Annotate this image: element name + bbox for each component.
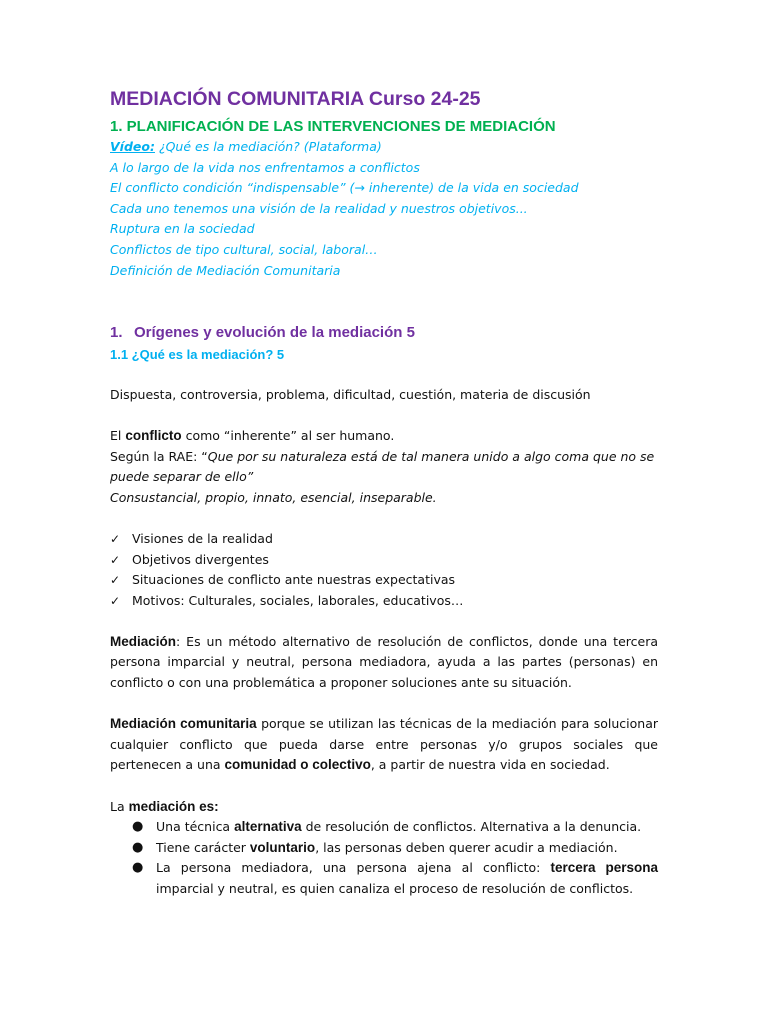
list-item-text — [156, 817, 658, 838]
checkmark-icon: ✓ — [110, 593, 121, 608]
checkmark-icon: ✓ — [110, 573, 121, 588]
text-run: La persona mediadora, una persona ajena al conflicto: — [156, 860, 551, 876]
list-item — [110, 591, 658, 612]
text-run: Tiene carácter — [156, 839, 250, 855]
video-note-line: El conflicto condición “indispensable” (→ inherente) de la vida en sociedad — [110, 180, 579, 196]
list-item — [110, 817, 658, 838]
subheading-que-es-mediacion: 1.1 ¿Qué es la mediación? 5 — [110, 347, 285, 363]
document-body — [110, 86, 658, 900]
text-run: , las personas deben querer acudir a mediación. — [315, 839, 618, 855]
bullet-icon: ● — [132, 819, 144, 835]
list-item-text: Motivos: Culturales, sociales, laborales, educativos… — [132, 592, 464, 608]
video-label: Vídeo: — [110, 139, 155, 154]
video-note-line: Definición de Mediación Comunitaria — [110, 262, 341, 278]
list-item — [110, 858, 658, 899]
bold-term: Mediación — [110, 633, 177, 649]
text-run: Una técnica — [156, 819, 235, 835]
list-item — [110, 550, 658, 571]
rae-quote: Que por su naturaleza está de tal manera unido a algo coma que no se puede separar de ello” — [110, 448, 655, 485]
list-item-text — [156, 858, 658, 899]
video-note-line: A lo largo de la vida nos enfrentamos a conflictos — [110, 159, 420, 175]
conflicto-line — [110, 426, 658, 447]
video-text: ¿Qué es la mediación? (Plataforma) — [154, 139, 382, 154]
text-run: El — [110, 427, 126, 443]
list-item — [110, 529, 658, 550]
text-run: de resolución de conflictos. Alternativa a la denuncia. — [301, 819, 642, 835]
text-run: porque se utilizan las técnicas de la mediación para solucionar cualquier conflicto que pueda darse entre personas y/o grupos sociales que pertenecen a una — [110, 716, 659, 773]
text-run: Según la RAE: “ — [110, 448, 208, 464]
text-run: imparcial y neutral, es quien canaliza el proceso de resolución de conflictos. — [156, 881, 634, 896]
heading-text: Orígenes y evolución de la mediación 5 — [134, 324, 415, 342]
list-item — [110, 838, 658, 859]
document-title: MEDIACIÓN COMUNITARIA Curso 24-25 — [110, 88, 481, 110]
checklist — [110, 529, 658, 611]
video-note-line: Ruptura en la sociedad — [110, 221, 255, 237]
bold-term: mediación es: — [128, 798, 219, 814]
checkmark-icon: ✓ — [110, 531, 121, 546]
text-run: : Es un método alternativo de resolución de conflictos, donde una tercera persona imparcial y neutral, persona mediadora, ayuda a las partes (personas) en conflicto o con una problemática a proponer soluciones ante su situación. — [110, 633, 658, 691]
synonyms-line: Dispuesta, controversia, problema, dificultad, cuestión, materia de discusión — [110, 386, 591, 402]
bullet-list — [110, 817, 658, 899]
video-line — [110, 137, 658, 158]
bullet-icon: ● — [132, 860, 144, 876]
bold-term: tercera persona — [550, 860, 658, 876]
bullet-icon: ● — [132, 839, 144, 855]
section-heading-planificacion: 1. PLANIFICACIÓN DE LAS INTERVENCIONES DE MEDIACIÓN — [110, 118, 556, 135]
rae-definition — [110, 447, 658, 488]
text-run: como “inherente” al ser humano. — [181, 427, 395, 443]
bold-term: alternativa — [234, 819, 302, 835]
bold-term: Mediación comunitaria — [110, 716, 257, 732]
text-run: La — [110, 798, 129, 814]
mediacion-es-intro — [110, 797, 658, 818]
list-item-text — [156, 838, 658, 859]
video-notes — [110, 137, 658, 281]
comunitaria-definition — [110, 714, 658, 776]
bold-term: comunidad o colectivo — [224, 757, 371, 773]
text-run: , a partir de nuestra vida en sociedad. — [370, 757, 610, 773]
list-item-text: Visiones de la realidad — [132, 530, 273, 546]
list-item-text: Objetivos divergentes — [132, 551, 269, 567]
list-item-text: Situaciones de conflicto ante nuestras expectativas — [132, 572, 456, 588]
checkmark-icon: ✓ — [110, 552, 121, 567]
list-item — [110, 570, 658, 591]
bold-term: conflicto — [125, 427, 182, 443]
video-note-line: Conflictos de tipo cultural, social, laboral… — [110, 241, 378, 257]
heading-origenes — [110, 323, 658, 343]
mediacion-definition — [110, 632, 658, 694]
heading-number: 1. — [110, 324, 123, 342]
adjectives-line: Consustancial, propio, innato, esencial, inseparable. — [110, 489, 437, 505]
bold-term: voluntario — [249, 839, 316, 855]
video-note-line: Cada uno tenemos una visión de la realidad y nuestros objetivos... — [110, 200, 528, 216]
